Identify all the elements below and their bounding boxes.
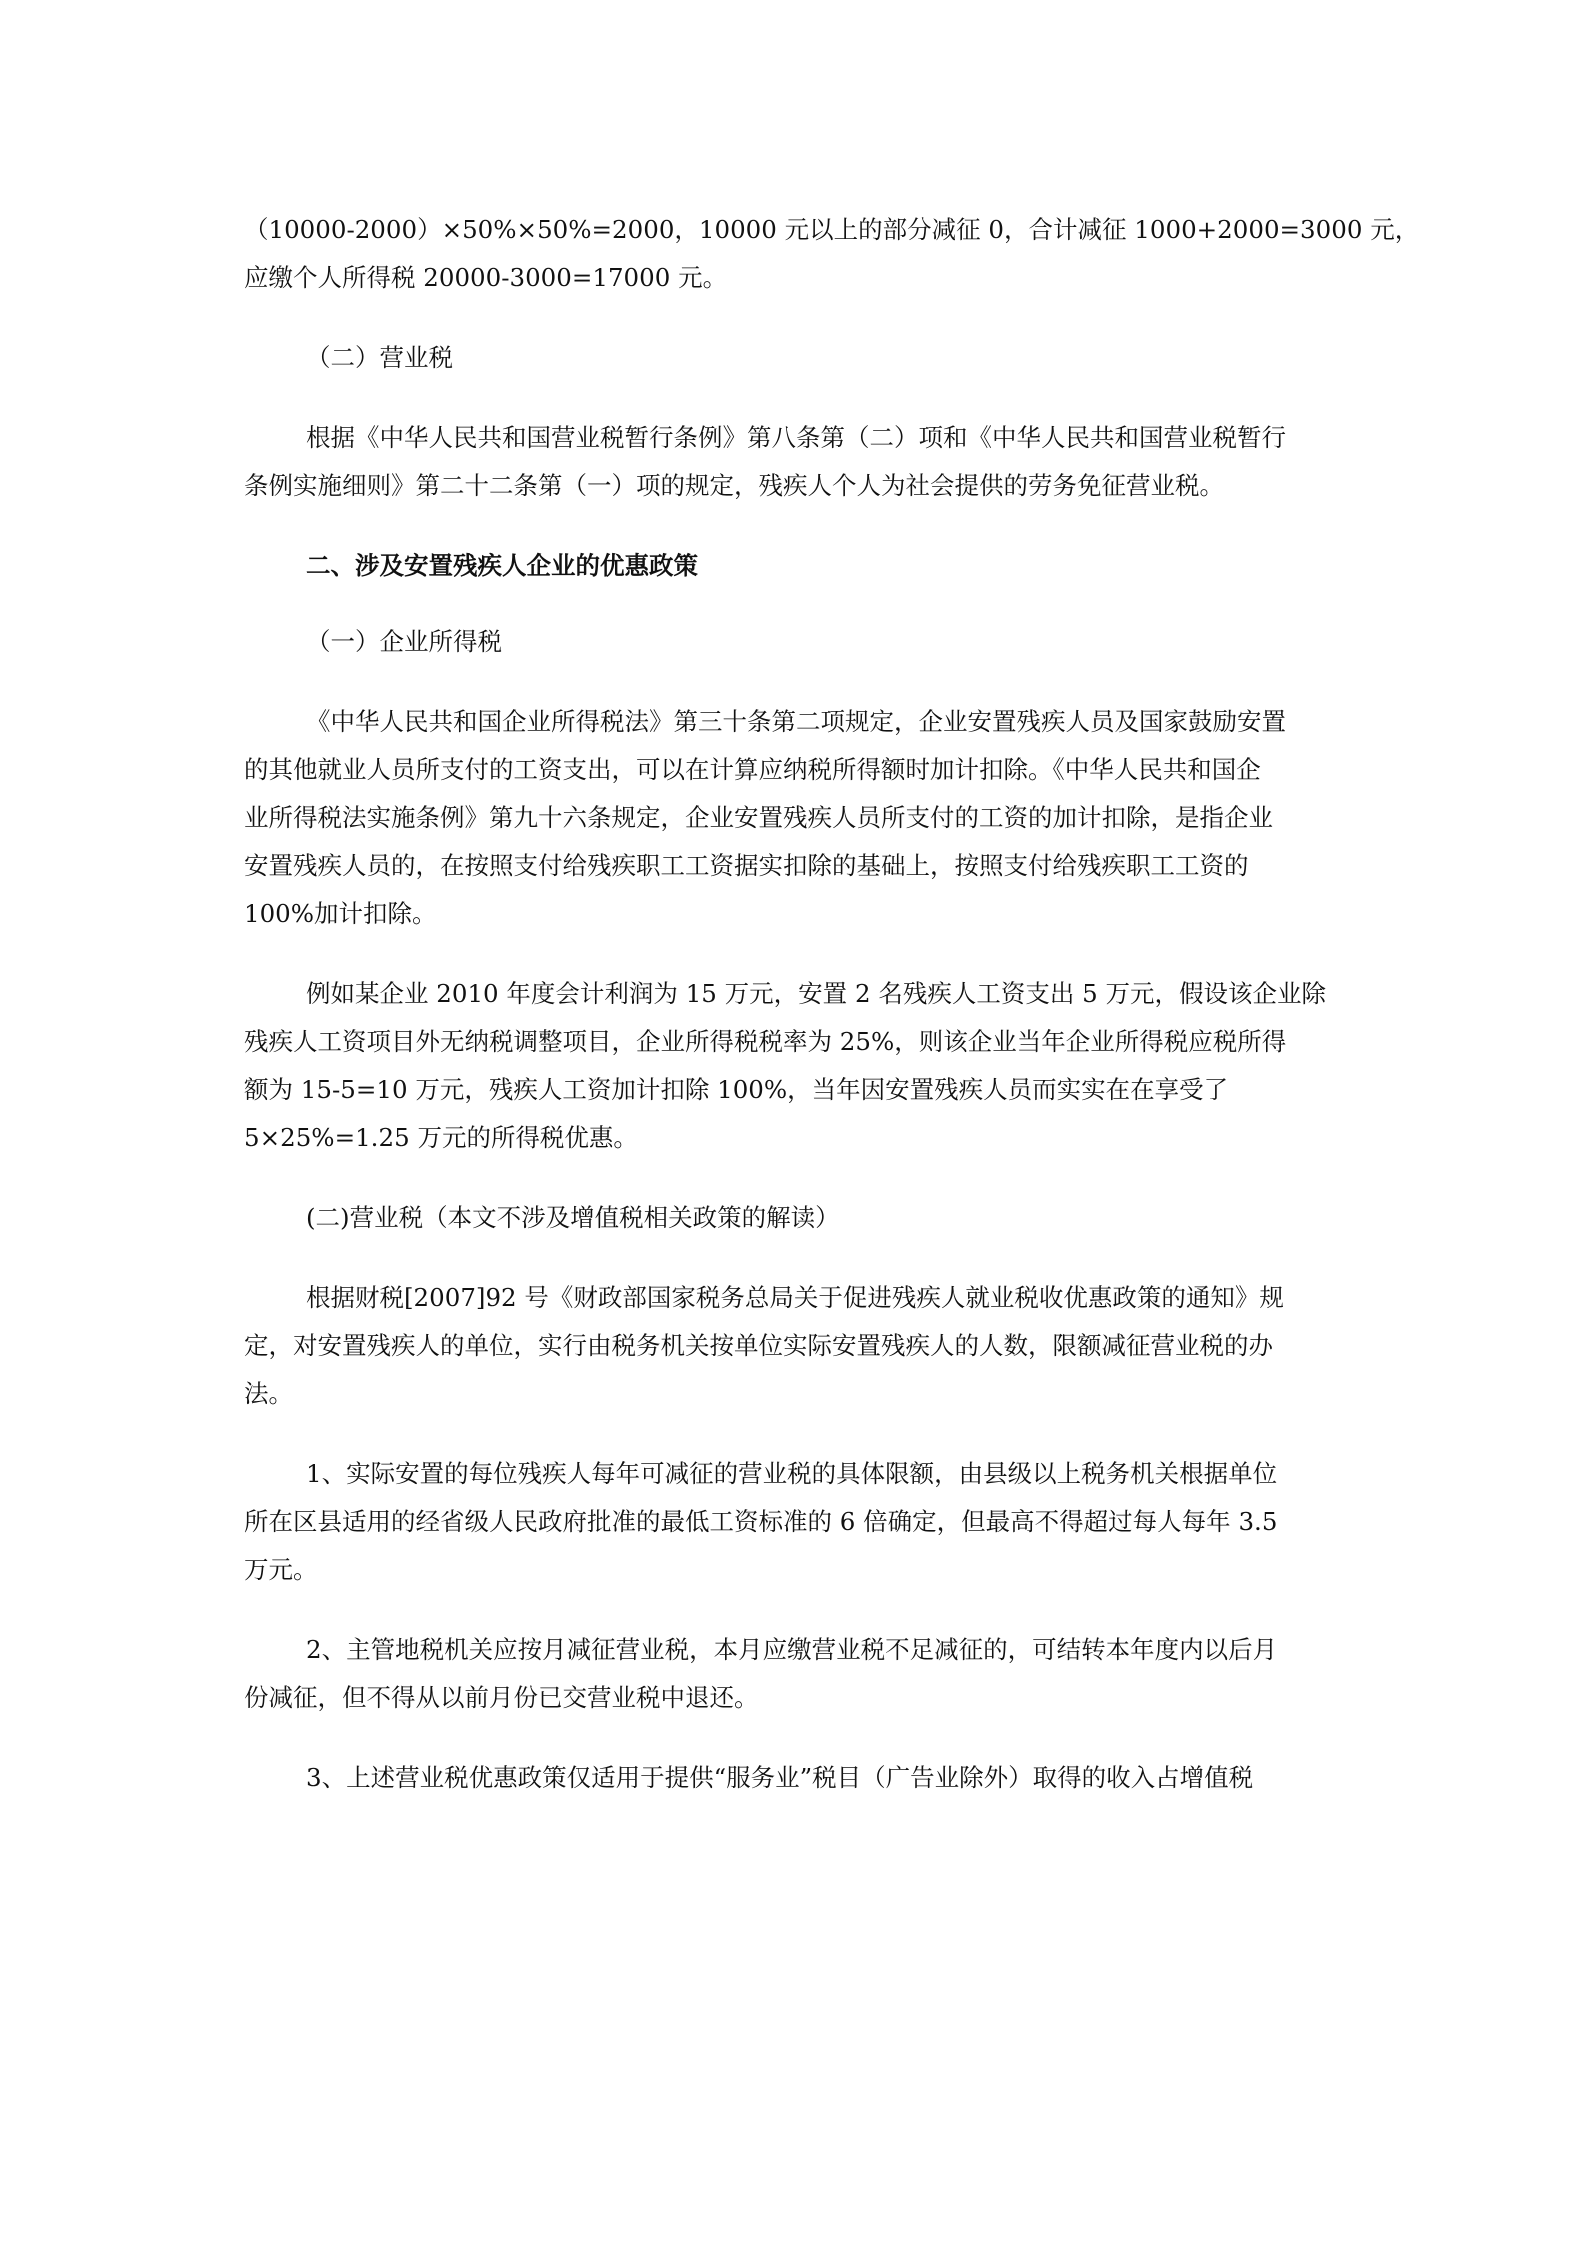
paragraph-example <box>244 970 1356 1162</box>
text-line: (二)营业税（本文不涉及增值税相关政策的解读） <box>306 1203 840 1232</box>
text-line: 份减征，但不得从以前月份已交营业税中退还。 <box>244 1683 759 1712</box>
text-line: 5×25%=1.25 万元的所得税优惠。 <box>244 1123 638 1152</box>
paragraph-gap <box>244 382 1356 414</box>
paragraph-gap <box>244 1242 1356 1274</box>
text-line: 安置残疾人员的，在按照支付给残疾职工工资据实扣除的基础上，按照支付给残疾职工工资的 <box>244 851 1249 880</box>
text-line: 100%加计扣除。 <box>244 899 437 928</box>
paragraph-tax-calc-continued <box>244 206 1420 302</box>
paragraph-gap <box>244 302 1356 334</box>
text-line: 《中华人民共和国企业所得税法》第三十条第二项规定，企业安置残疾人员及国家鼓励安置 <box>306 707 1286 736</box>
paragraph-income-tax-law <box>244 698 1356 938</box>
paragraph-business-tax-exemption <box>244 414 1356 510</box>
text-line: （10000-2000）×50%×50%=2000，10000 元以上的部分减征 0，合计减征 1000+2000=3000 元， <box>244 215 1420 244</box>
text-line: 定，对安置残疾人的单位，实行由税务机关按单位实际安置残疾人的人数，限额减征营业税的办 <box>244 1331 1273 1360</box>
subheading-business-tax <box>244 334 1356 382</box>
paragraph-gap <box>244 938 1356 970</box>
text-line: （二）营业税 <box>306 343 453 372</box>
paragraph-gap <box>244 666 1356 698</box>
paragraph-caishui-notice <box>244 1274 1356 1418</box>
text-line: 例如某企业 2010 年度会计利润为 15 万元，安置 2 名残疾人工资支出 5 万元，假设该企业除 <box>306 979 1327 1008</box>
text-line: 根据《中华人民共和国营业税暂行条例》第八条第（二）项和《中华人民共和国营业税暂行 <box>306 423 1286 452</box>
paragraph-gap <box>244 590 1356 618</box>
subheading-enterprise-income-tax <box>244 618 1356 666</box>
paragraph-item-3 <box>244 1754 1356 1802</box>
paragraph-item-1 <box>244 1450 1356 1594</box>
paragraph-gap <box>244 1722 1356 1754</box>
text-line: 条例实施细则》第二十二条第（一）项的规定，残疾人个人为社会提供的劳务免征营业税。 <box>244 471 1224 500</box>
text-line: 法。 <box>244 1379 293 1408</box>
section-heading <box>244 542 1356 590</box>
text-line: 万元。 <box>244 1555 318 1584</box>
text-line: （一）企业所得税 <box>306 627 502 656</box>
text-line: 额为 15-5=10 万元，残疾人工资加计扣除 100%，当年因安置残疾人员而实实在在享受了 <box>244 1075 1229 1104</box>
paragraph-gap <box>244 1594 1356 1626</box>
paragraph-gap <box>244 510 1356 542</box>
text-line: 2、主管地税机关应按月减征营业税，本月应缴营业税不足减征的，可结转本年度内以后月 <box>306 1635 1278 1664</box>
text-line: 的其他就业人员所支付的工资支出，可以在计算应纳税所得额时加计扣除。《中华人民共和国企 <box>244 755 1261 784</box>
text-line: 二、涉及安置残疾人企业的优惠政策 <box>306 551 698 580</box>
paragraph-gap <box>244 1418 1356 1450</box>
text-line: 残疾人工资项目外无纳税调整项目，企业所得税税率为 25%，则该企业当年企业所得税应税所得 <box>244 1027 1287 1056</box>
text-line: 1、实际安置的每位残疾人每年可减征的营业税的具体限额，由县级以上税务机关根据单位 <box>306 1459 1278 1488</box>
subheading-business-tax-2 <box>244 1194 1356 1242</box>
paragraph-item-2 <box>244 1626 1356 1722</box>
text-line: 业所得税法实施条例》第九十六条规定，企业安置残疾人员所支付的工资的加计扣除，是指企业 <box>244 803 1273 832</box>
text-line: 应缴个人所得税 20000-3000=17000 元。 <box>244 263 728 292</box>
paragraph-gap <box>244 1162 1356 1194</box>
text-line: 所在区县适用的经省级人民政府批准的最低工资标准的 6 倍确定，但最高不得超过每人每年 3.5 <box>244 1507 1278 1536</box>
text-line: 根据财税[2007]92 号《财政部国家税务总局关于促进残疾人就业税收优惠政策的通知》规 <box>306 1283 1284 1312</box>
text-line: 3、上述营业税优惠政策仅适用于提供“服务业”税目（广告业除外）取得的收入占增值税 <box>306 1763 1254 1792</box>
document-page <box>244 206 1420 1802</box>
